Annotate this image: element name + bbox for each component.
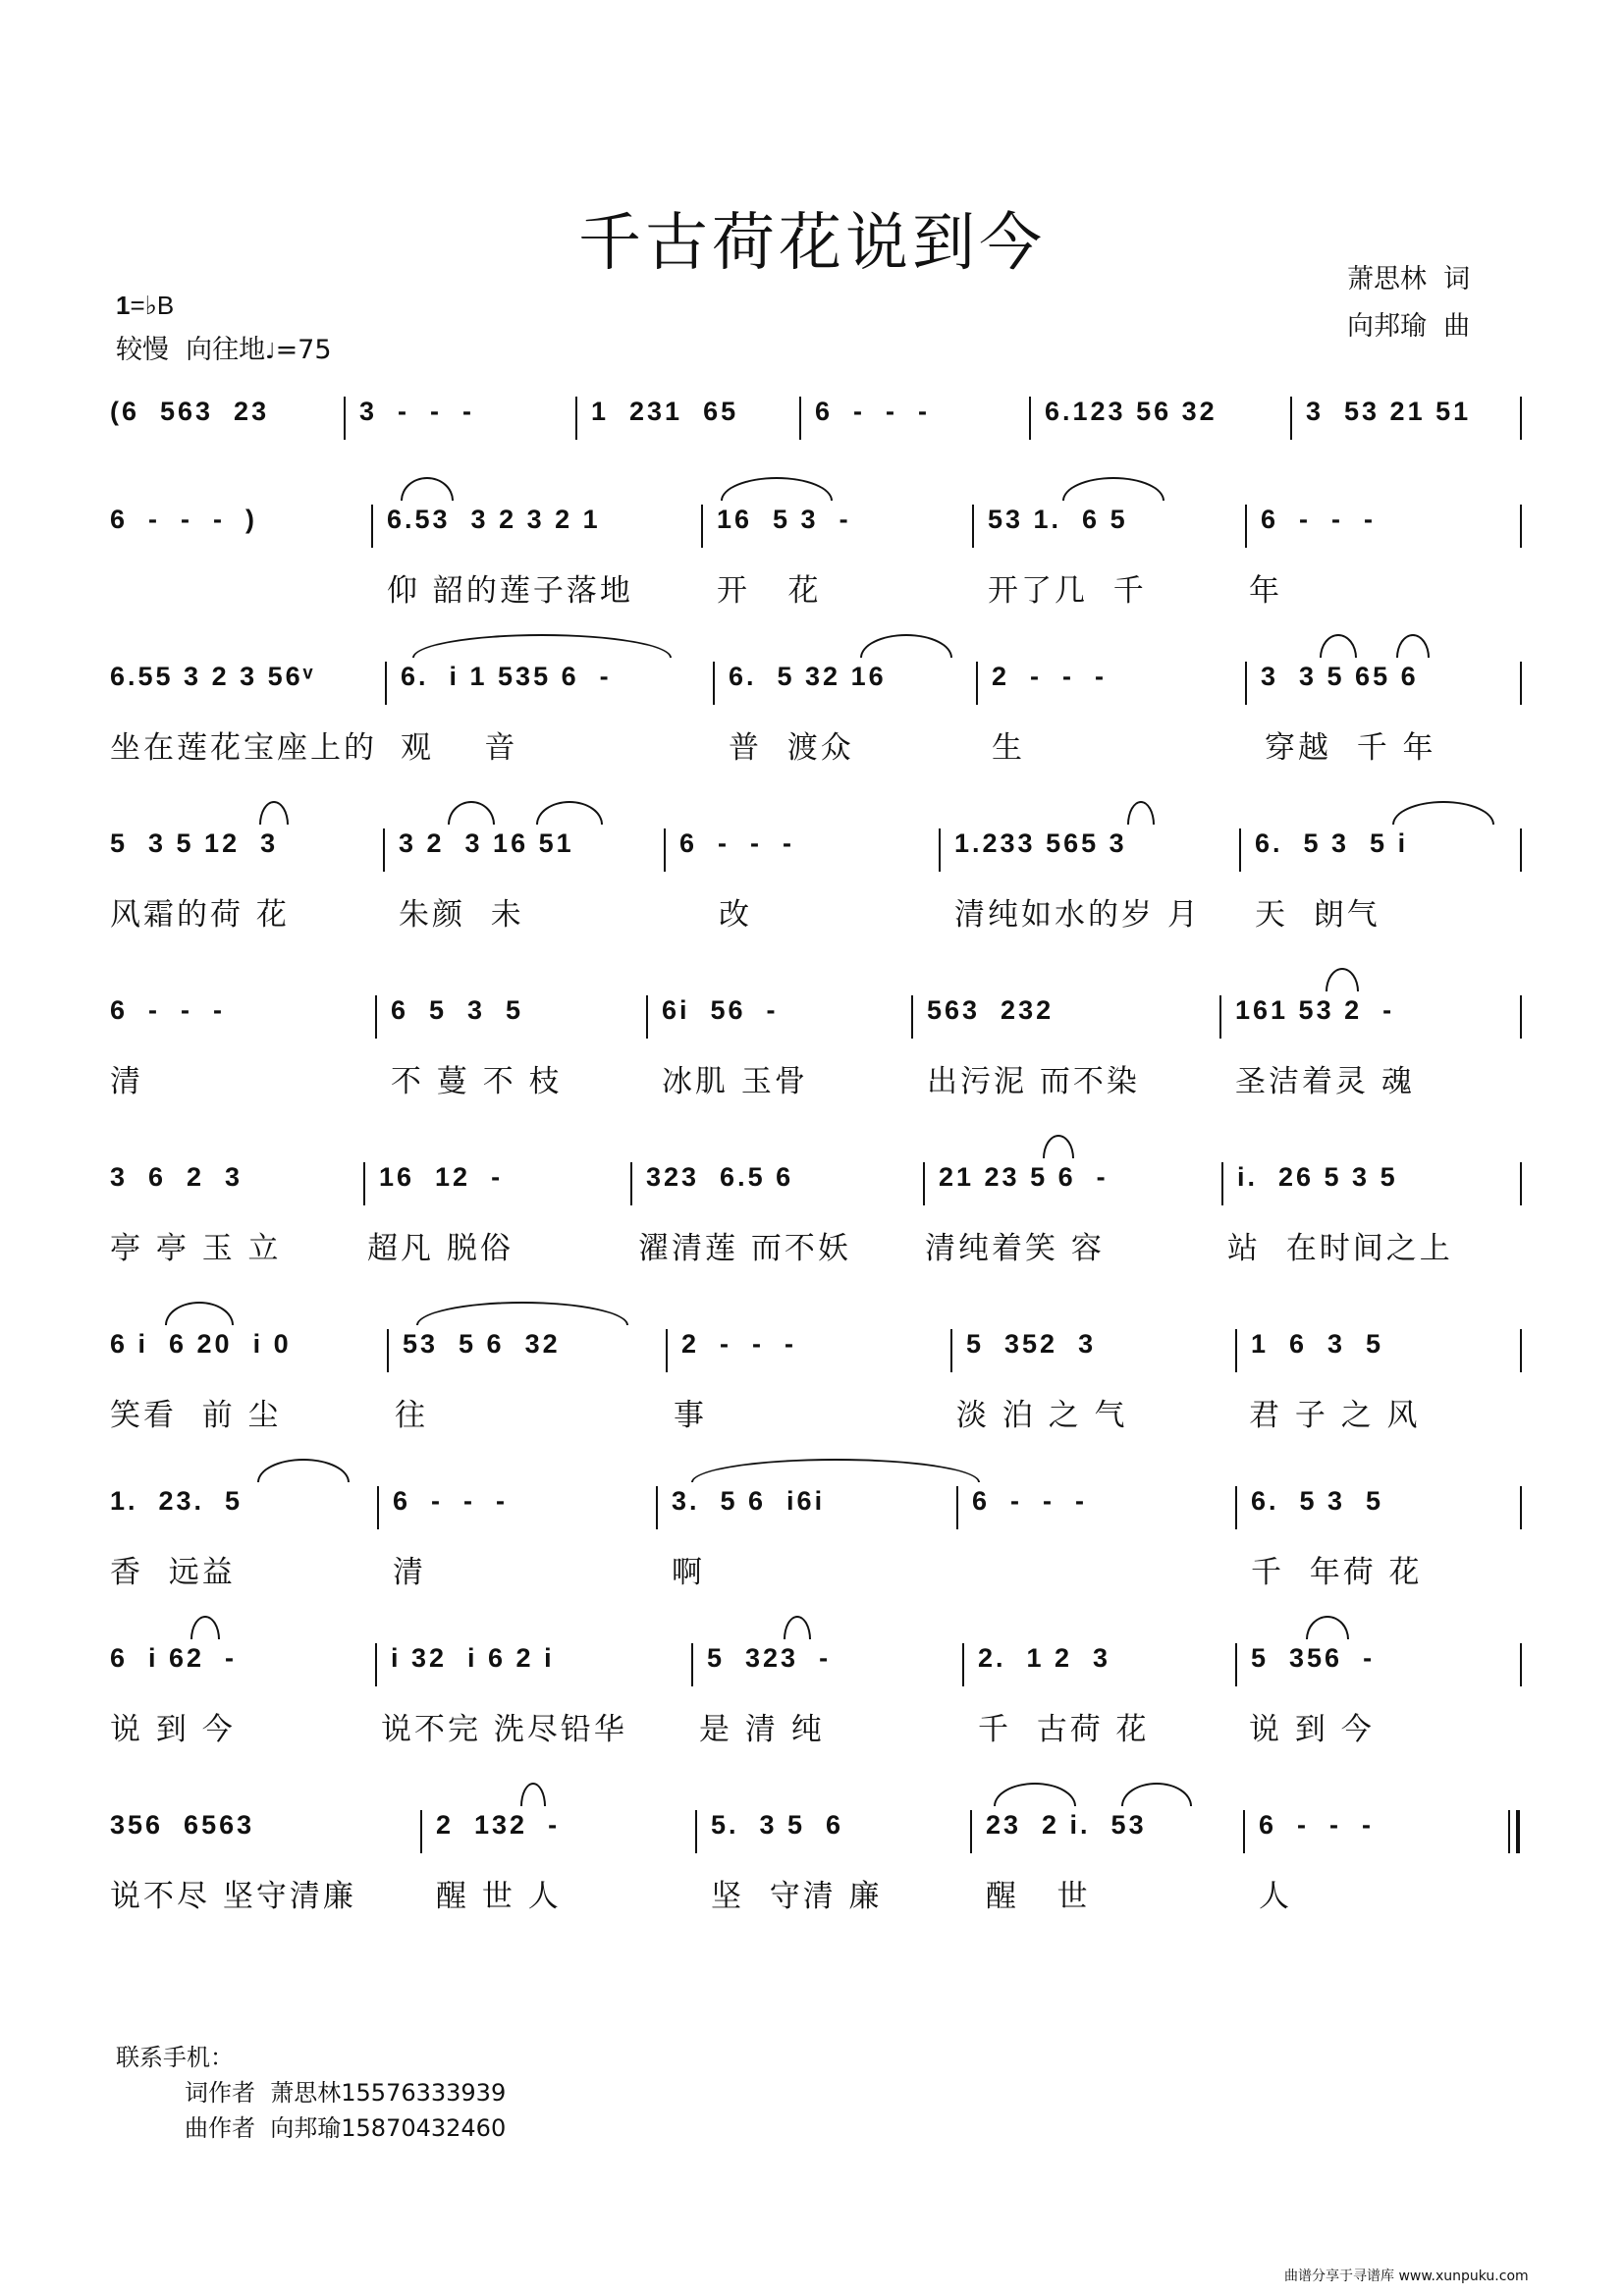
lyrics-row: 亭 亭 玉 立 超凡 脱俗 濯清莲 而不妖 清纯着笑 容 站 在时间之上 bbox=[110, 1231, 1453, 1266]
lyrics-row: 笑看 前 尘 往 事 淡 泊 之 气 君 子 之 风 bbox=[110, 1398, 1421, 1433]
notes-row: 6 i 62 - i 32 i 6 2 i 5 323 - 2. 1 2 3 5 356 - bbox=[110, 1643, 1524, 1686]
lyrics-row: 香 远益 清 啊 千 年荷 花 bbox=[110, 1555, 1423, 1590]
notes-row: (6 563 23 3 - - - 1 231 65 6 - - - 6.123 56 32 3 53 21 51 bbox=[110, 397, 1524, 440]
notes-row: 6 - - - ) 6.53 3 2 3 2 1 16 5 3 - 53 1. 6 5 6 - - - bbox=[110, 505, 1524, 548]
lyrics-row: 仰 韶的莲子落地 开 花 开了几 千 年 bbox=[387, 573, 1282, 609]
lyrics-row: 说 到 今 说不完 洗尽铅华 是 清 纯 千 古荷 花 说 到 今 bbox=[110, 1712, 1375, 1747]
notes-row: 6 i 6 20 i 0 53 5 6 32 2 - - - 5 352 3 1 6 3 5 bbox=[110, 1329, 1524, 1372]
notes-row: 6 - - - 6 5 3 5 6i 56 - 563 232 161 53 2 - bbox=[110, 995, 1524, 1039]
source-footer: 曲谱分享于寻谱库 www.xunpuku.com bbox=[1284, 2269, 1529, 2284]
song-title: 千古荷花说到今 bbox=[578, 207, 1046, 280]
contact-composer: 曲作者 向邦瑜15870432460 bbox=[185, 2114, 507, 2142]
notes-row: 3 6 2 3 16 12 - 323 6.5 6 21 23 5 6 - i. 26 5 3 5 bbox=[110, 1162, 1524, 1205]
tempo-marking: 较慢 向往地♩=75 bbox=[116, 335, 332, 365]
lyrics-row: 风霜的荷 花 朱颜 未 改 清纯如水的岁 月 天 朗气 bbox=[110, 897, 1380, 933]
lyrics-row: 说不尽 坚守清廉 醒 世 人 坚 守清 廉 醒 世 人 bbox=[110, 1879, 1292, 1914]
key-signature: 1=♭B bbox=[116, 291, 175, 320]
lyrics-row: 坐在莲花宝座上的 观 音 普 渡众 生 穿越 千 年 bbox=[110, 730, 1436, 766]
notes-row: 6.55 3 2 3 56ᵛ 6. i 1 535 6 - 6. 5 32 16 2 - - - 3 3 5 65 6 bbox=[110, 662, 1524, 705]
lyricist-credit: 萧思林 词 bbox=[1347, 264, 1471, 294]
composer-credit: 向邦瑜 曲 bbox=[1347, 311, 1471, 342]
contact-heading: 联系手机： bbox=[116, 2044, 234, 2071]
contact-lyricist: 词作者 萧思林15576333939 bbox=[185, 2079, 507, 2107]
notes-row: 356 6563 2 132 - 5. 3 5 6 23 2 i. 53 6 - - - bbox=[110, 1810, 1524, 1853]
notes-row: 5 3 5 12 3 3 2 3 16 51 6 - - - 1.233 565 3 6. 5 3 5 i bbox=[110, 828, 1524, 872]
notes-row: 1. 23. 5 6 - - - 3. 5 6 i6i 6 - - - 6. 5 3 5 bbox=[110, 1486, 1524, 1529]
lyrics-row: 清 不 蔓 不 枝 冰肌 玉骨 出污泥 而不染 圣洁着灵 魂 bbox=[110, 1064, 1415, 1099]
quarter-note-icon: ♩ bbox=[265, 340, 276, 364]
